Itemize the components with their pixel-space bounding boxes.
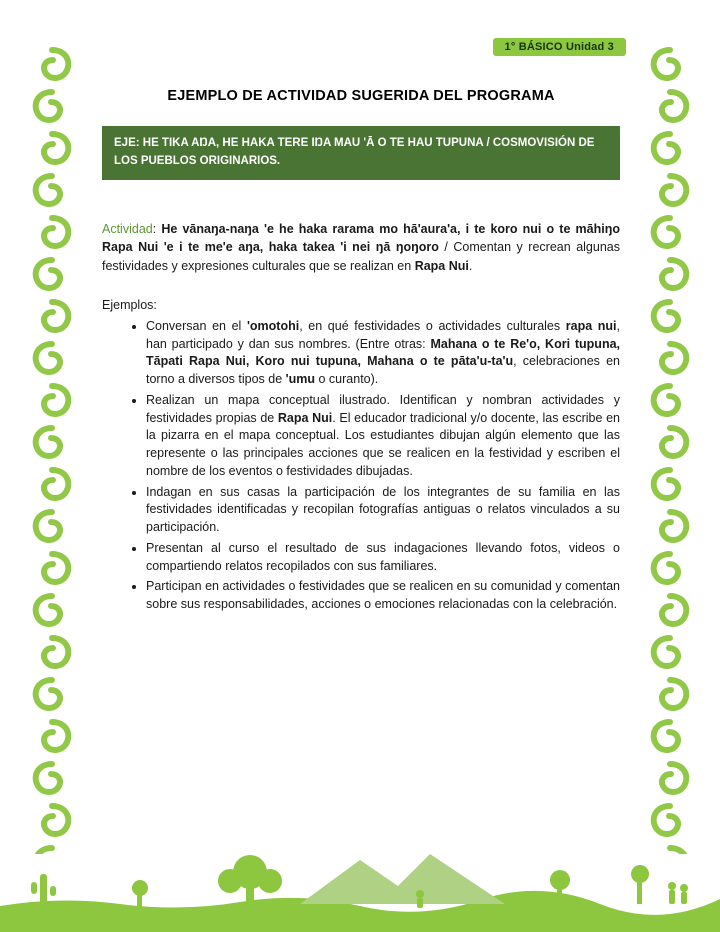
right-border-ornament: [646, 42, 694, 854]
content-column: [102, 84, 620, 617]
example-bullet: • Conversan en el 'omotohi, en qué festividades o actividades culturales rapa nui, han participado y dan sus nombres. (Entre otras: Mahana o te Re'o, Kori tupuna, Tāpati Rapa Nui, Koro nui tupuna, Mahana o te pāta'u-ta'u, celebraciones en torno a diversos tipos de 'umu o curanto).: [146, 318, 620, 389]
unit-badge: 1° BÁSICO Unidad 3: [493, 38, 626, 56]
example-bullet: • Indagan en sus casas la participación de los integrantes de su familia en las festividades identificadas y recopilan fotografías antiguas o relatos vinculados a su participación.: [146, 484, 620, 537]
examples-label: Ejemplos:: [102, 297, 157, 312]
example-bullet: • Presentan al curso el resultado de sus indagaciones llevando fotos, videos o compartiendo relatos recopilados con sus familiares.: [146, 540, 620, 576]
eje-banner: EJE: HE TIKA AŊA, HE HAKA TERE IŊA MAU 'Ā O TE HAU TUPUNA / COSMOVISIÓN DE LOS PUEBLOS ORIGINARIOS.: [102, 126, 620, 180]
activity-paragraph: Actividad: He vānaŋa-naŋa 'e he haka rarama mo hā'aura'a, i te koro nui o te māhiŋo Rapa Nui 'e i te me'e aŋa, haka takea 'i nei ŋā ŋoŋoro / Comentan y recrean algunas festividades y expresiones culturales que se realizan en Rapa Nui.: [102, 221, 620, 274]
footer-landscape-art: [0, 844, 720, 932]
example-bullet: • Realizan un mapa conceptual ilustrado. Identifican y nombran actividades y festividades propias de Rapa Nui. El educador tradicional y/o docente, las escribe en la pizarra en el mapa conceptual. Los estudiantes dibujan algún elemento que las represente o las principales acciones que se realicen en la festividad y escriben el nombre de los eventos o festividades dibujadas.: [146, 392, 620, 481]
examples-list: [102, 318, 620, 614]
example-bullet: • Participan en actividades o festividades que se realicen en su comunidad y comentan sobre sus responsabilidades, acciones o emociones relacionadas con la celebración.: [146, 578, 620, 614]
page-title: EJEMPLO DE ACTIVIDAD SUGERIDA DEL PROGRAMA: [167, 88, 555, 104]
left-border-ornament: [28, 42, 76, 854]
